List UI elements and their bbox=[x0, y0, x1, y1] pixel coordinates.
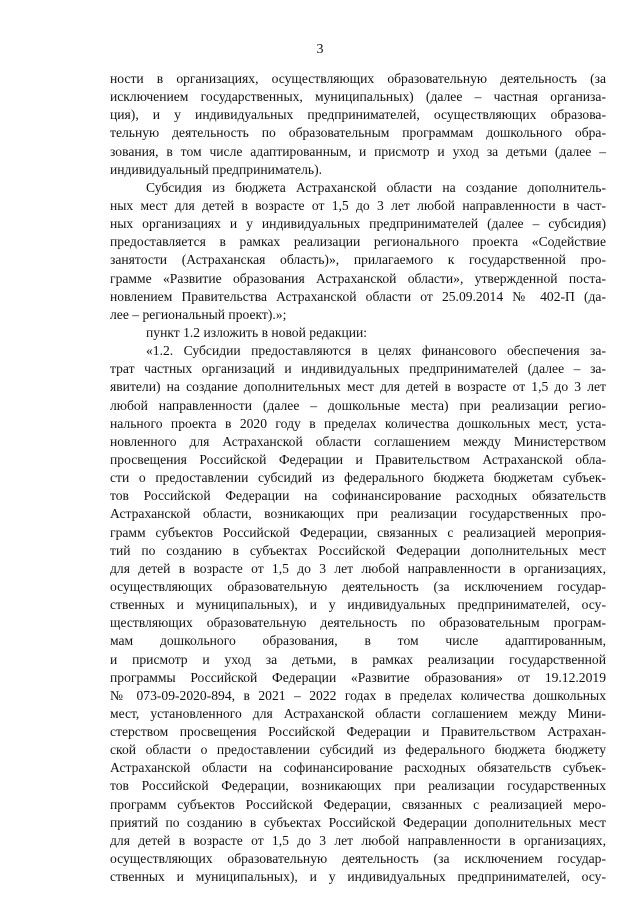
text-line: индивидуальный предприниматель). bbox=[110, 161, 322, 177]
text-line: лее – региональный проект).»; bbox=[110, 306, 287, 322]
text-line: пункт 1.2 изложить в новой редакции: bbox=[146, 324, 368, 340]
text-line: новлением Правительства Астраханской области от 25.09.2014 № 402-П (да- bbox=[110, 288, 606, 304]
text-line: ности в организациях, осуществляющих образовательную деятельность (за bbox=[110, 71, 606, 86]
text-line: Астраханской области на софинансирование расходных обязательств субъек- bbox=[110, 760, 606, 776]
text-line: для детей в возрасте от 1,5 до 3 лет любой направленности в организациях, bbox=[110, 560, 606, 576]
text-line: мам дошкольного образования, в том числе адаптированным, bbox=[110, 633, 606, 649]
text-line: предоставляется в рамках реализации регионального проекта «Содействие bbox=[110, 234, 606, 250]
text-line: новленного для Астраханской области соглашением между Министерством bbox=[110, 433, 606, 449]
text-line: ществляющих образовательную деятельность по образовательным програм- bbox=[110, 615, 606, 631]
text-line: № 073-09-2020-894, в 2021 – 2022 годах в пределах количества дошкольных bbox=[110, 687, 606, 703]
text-line: приятий по созданию в субъектах Российской Федерации дополнительных мест bbox=[110, 814, 606, 830]
text-line: любой направленности (далее – дошкольные места) при реализации регио- bbox=[110, 397, 606, 413]
text-line: грамме «Развитие образования Астраханской области», утвержденной поста- bbox=[110, 270, 606, 286]
text-line: для детей в возрасте от 1,5 до 3 лет любой направленности в организациях, bbox=[110, 832, 606, 848]
text-line: тий по созданию в субъектах Российской Федерации дополнительных мест bbox=[110, 542, 606, 558]
text-line: ция), и у индивидуальных предпринимателей, осуществляющих образова- bbox=[110, 107, 606, 123]
page-number: 3 bbox=[316, 42, 324, 57]
text-line: осуществляющих образовательную деятельность (за исключением государ- bbox=[110, 578, 606, 594]
text-line: программы Российской Федерации «Развитие образования» от 19.12.2019 bbox=[110, 669, 606, 685]
text-line: просвещения Российской Федерации и Правительством Астраханской обла- bbox=[110, 451, 606, 467]
text-line: Астраханской области, возникающих при реализации государственных про- bbox=[110, 506, 606, 522]
text-line: осуществляющих образовательную деятельность (за исключением государ- bbox=[110, 851, 606, 867]
text-line: занятости (Астраханская область)», прилагаемого к государственной про- bbox=[110, 252, 606, 268]
text-line: программ субъектов Российской Федерации, связанных с реализацией меро- bbox=[110, 796, 606, 812]
text-line: тов Российской Федерации на софинансирование расходных обязательств bbox=[110, 488, 606, 504]
text-line: ственных и муниципальных), и у индивидуальных предпринимателей, осу- bbox=[110, 597, 606, 613]
text-line: сти о предоставлении субсидий из федерального бюджета бюджетам субъек- bbox=[110, 470, 606, 486]
text-line: трат частных организаций и индивидуальных предпринимателей (далее – за- bbox=[110, 361, 606, 377]
text-line: ственных и муниципальных), и у индивидуальных предпринимателей, осу- bbox=[110, 869, 606, 885]
text-line: мест, установленного для Астраханской области соглашением между Мини- bbox=[110, 705, 606, 721]
text-line: исключением государственных, муниципальных) (далее – частная организа- bbox=[110, 89, 606, 105]
text-line: тов Российской Федерации, возникающих при реализации государственных bbox=[110, 778, 606, 794]
text-line: грамм субъектов Российской Федерации, связанных с реализацией мероприя- bbox=[110, 524, 606, 540]
text-line: ных организациях и у индивидуальных предпринимателей (далее – субсидия) bbox=[110, 216, 606, 232]
text-line: ных мест для детей в возрасте от 1,5 до 3 лет любой направленности в част- bbox=[110, 197, 606, 213]
text-line: Субсидия из бюджета Астраханской области на создание дополнитель- bbox=[146, 179, 606, 195]
text-line: ской области о предоставлении субсидий из федерального бюджета бюджету bbox=[110, 742, 606, 758]
text-line: явители) на создание дополнительных мест для детей в возрасте от 1,5 до 3 лет bbox=[110, 379, 606, 395]
document-body bbox=[110, 70, 606, 886]
text-line: «1.2. Субсидии предоставляются в целях финансового обеспечения за- bbox=[146, 343, 606, 359]
text-line: нального проекта в 2020 году в пределах количества дошкольных мест, уста- bbox=[110, 415, 606, 431]
text-line: тельную деятельность по образовательным программам дошкольного обра- bbox=[110, 125, 606, 141]
text-line: и присмотр и уход за детьми, в рамках реализации государственной bbox=[110, 651, 606, 667]
text-line: зования, в том числе адаптированным, и присмотр и уход за детьми (далее – bbox=[110, 143, 606, 159]
text-line: стерством просвещения Российской Федерации и Правительством Астрахан- bbox=[110, 724, 606, 740]
